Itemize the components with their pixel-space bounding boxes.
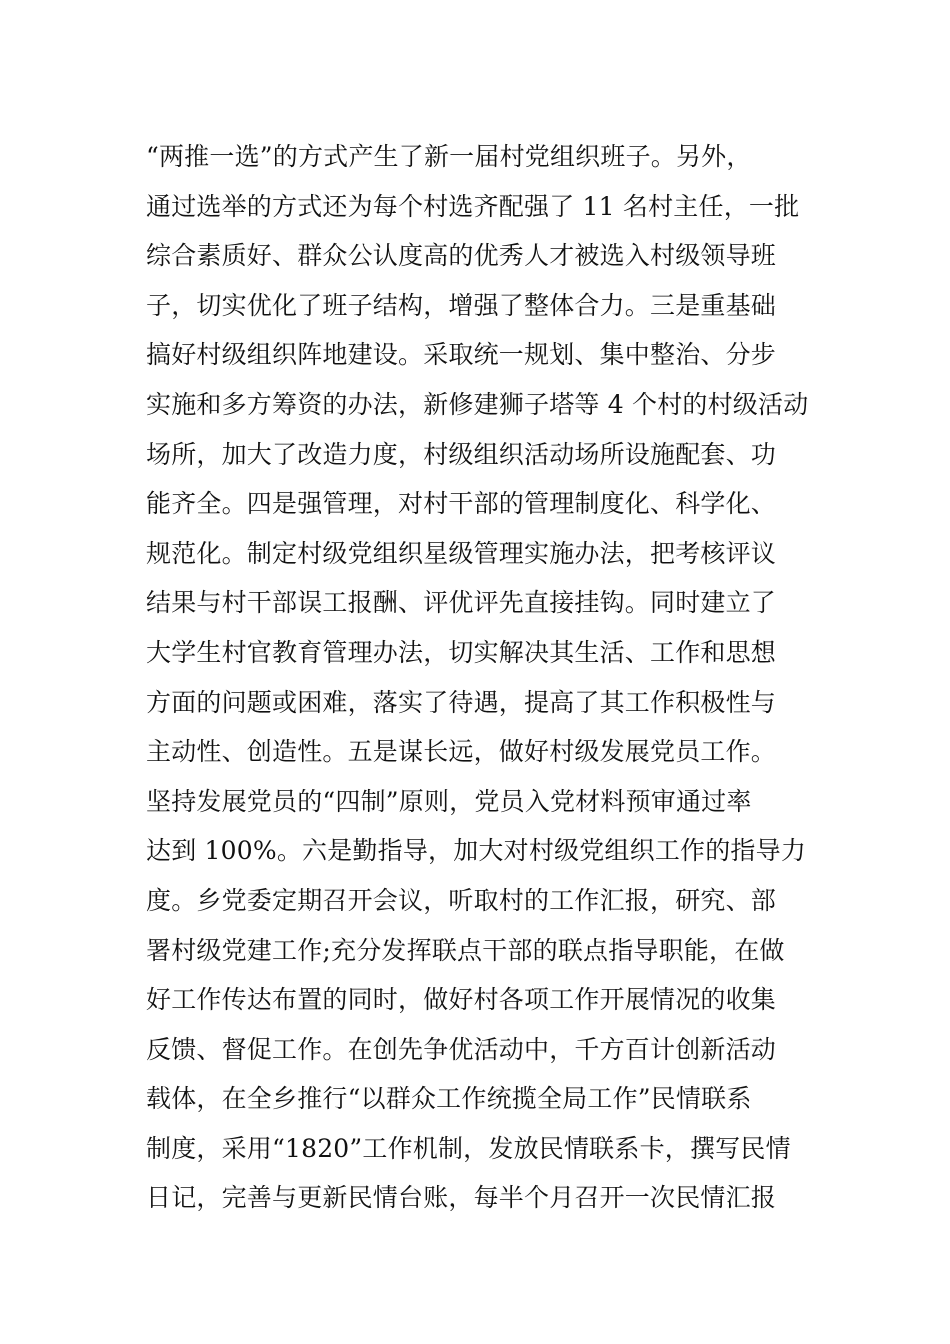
text-line: “两推一选”的方式产生了新一届村党组织班子。另外， <box>146 142 752 171</box>
text-line: 大学生村官教育管理办法，切实解决其生活、工作和思想 <box>146 637 777 667</box>
text-line: 好工作传达布置的同时，做好村各项工作开展情况的收集 <box>146 985 777 1015</box>
text-line: 制度，采用“1820”工作机制，发放民情联系卡，撰写民情 <box>146 1133 791 1163</box>
text-line: 场所，加大了改造力度，村级组织活动场所设施配套、功 <box>146 439 777 469</box>
body-text <box>146 132 811 1223</box>
text-line: 主动性、创造性。五是谋长远，做好村级发展党员工作。 <box>146 737 777 767</box>
text-line: 达到 100%。六是勤指导，加大对村级党组织工作的指导力 <box>146 836 807 866</box>
text-line: 署村级党建工作;充分发挥联点干部的联点指导职能，在做 <box>146 935 785 965</box>
text-line: 通过选举的方式还为每个村选齐配强了 11 名村主任，一批 <box>146 191 800 221</box>
text-line: 方面的问题或困难，落实了待遇，提高了其工作积极性与 <box>146 687 777 717</box>
text-line: 规范化。制定村级党组织星级管理实施办法，把考核评议 <box>146 538 777 568</box>
text-line: 度。乡党委定期召开会议，听取村的工作汇报，研究、部 <box>146 885 777 915</box>
text-line: 载体，在全乡推行“以群众工作统揽全局工作”民情联系 <box>146 1084 752 1114</box>
text-line: 实施和多方筹资的办法，新修建狮子塔等 4 个村的村级活动 <box>146 389 809 419</box>
text-line: 搞好村级组织阵地建设。采取统一规划、集中整治、分步 <box>146 340 777 370</box>
text-line: 结果与村干部误工报酬、评优评先直接挂钩。同时建立了 <box>146 588 777 618</box>
text-line: 反馈、督促工作。在创先争优活动中，千方百计创新活动 <box>146 1034 777 1064</box>
text-line: 子，切实优化了班子结构，增强了整体合力。三是重基础 <box>146 290 777 320</box>
text-line: 综合素质好、群众公认度高的优秀人才被选入村级领导班 <box>146 241 777 271</box>
text-line: 坚持发展党员的“四制”原则，党员入党材料预审通过率 <box>146 786 752 816</box>
text-line: 能齐全。四是强管理，对村干部的管理制度化、科学化、 <box>146 489 777 519</box>
text-line: 日记，完善与更新民情台账，每半个月召开一次民情汇报 <box>146 1183 777 1213</box>
